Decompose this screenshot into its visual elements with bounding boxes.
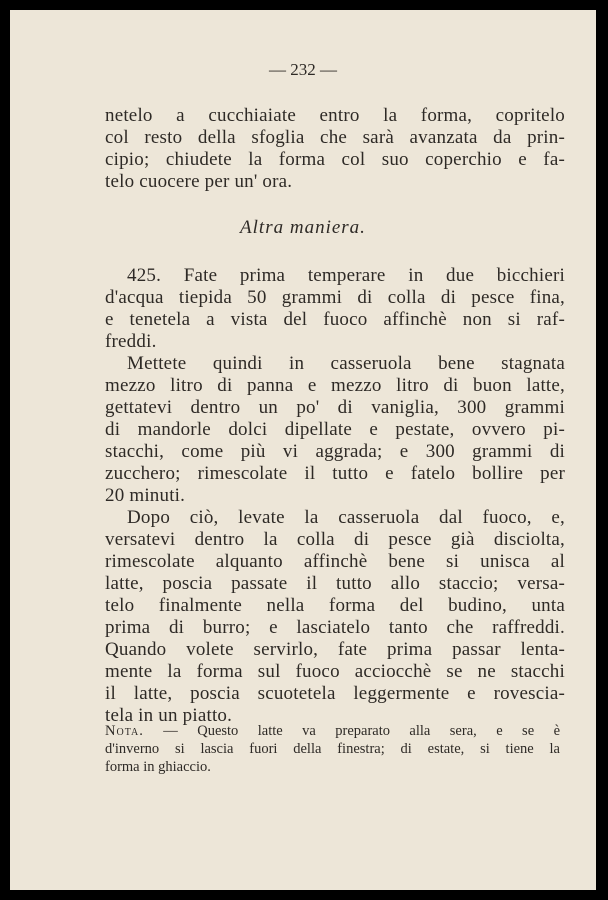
top-paragraph bbox=[105, 105, 565, 193]
text-line: telo cuocere per un' ora. bbox=[105, 171, 293, 192]
text-line: zucchero; rimescolate il tutto e fatelo bollire per bbox=[105, 463, 565, 484]
recipe-paragraph-2 bbox=[105, 353, 565, 507]
text-line: d'acqua tiepida 50 grammi di colla di pesce fina, bbox=[105, 287, 565, 308]
note-label: Nota. bbox=[105, 723, 144, 739]
page-number: — 232 — bbox=[269, 60, 337, 79]
text-line: cipio; chiudete la forma col suo coperchio e fa- bbox=[105, 149, 565, 170]
text-line: Dopo ciò, levate la casseruola dal fuoco, e, bbox=[127, 507, 565, 528]
note-line: d'inverno si lascia fuori della finestra; di estate, si tiene la bbox=[105, 741, 560, 757]
text-line: rimescolate alquanto affinchè bene si unisca al bbox=[105, 551, 565, 572]
text-line: 425. Fate prima temperare in due bicchieri bbox=[127, 265, 565, 286]
book-page bbox=[10, 10, 596, 890]
text-line: prima di burro; e lasciatelo tanto che raffreddi. bbox=[105, 617, 565, 638]
section-heading: Altra maniera. bbox=[240, 217, 366, 238]
text-line: mente la forma sul fuoco acciocchè se ne stacchi bbox=[105, 661, 565, 682]
text-line: netelo a cucchiaiate entro la forma, copritelo bbox=[105, 105, 565, 126]
footnote bbox=[105, 722, 560, 776]
text-line: gettatevi dentro un po' di vaniglia, 300 grammi bbox=[105, 397, 565, 418]
text-line: telo finalmente nella forma del budino, unta bbox=[105, 595, 565, 616]
text-line: il latte, poscia scuotetela leggermente e rovescia- bbox=[105, 683, 565, 704]
text-line: mezzo litro di panna e mezzo litro di buon latte, bbox=[105, 375, 565, 396]
note-text: — Questo latte va preparato alla sera, e se è bbox=[163, 723, 561, 739]
text-line: versatevi dentro la colla di pesce già disciolta, bbox=[105, 529, 565, 550]
text-line: col resto della sfoglia che sarà avanzata da prin- bbox=[105, 127, 565, 148]
text-line: Quando volete servirlo, fate prima passar lenta- bbox=[105, 639, 565, 660]
text-line: e tenetela a vista del fuoco affinchè non si raf- bbox=[105, 309, 565, 330]
text-line: 20 minuti. bbox=[105, 485, 186, 506]
text-line: di mandorle dolci dipellate e pestate, ovvero pi- bbox=[105, 419, 565, 440]
text-line: stacchi, come più vi aggrada; e 300 grammi di bbox=[105, 441, 565, 462]
note-line: forma in ghiaccio. bbox=[105, 759, 211, 775]
text-line: latte, poscia passate il tutto allo staccio; versa- bbox=[105, 573, 565, 594]
recipe-paragraph-3 bbox=[105, 507, 565, 727]
note-line bbox=[105, 722, 560, 740]
text-line: Mettete quindi in casseruola bene stagnata bbox=[127, 353, 565, 374]
text-line: freddi. bbox=[105, 331, 157, 352]
recipe-paragraph-1 bbox=[105, 265, 565, 353]
text-line: tela in un piatto. bbox=[105, 705, 233, 726]
